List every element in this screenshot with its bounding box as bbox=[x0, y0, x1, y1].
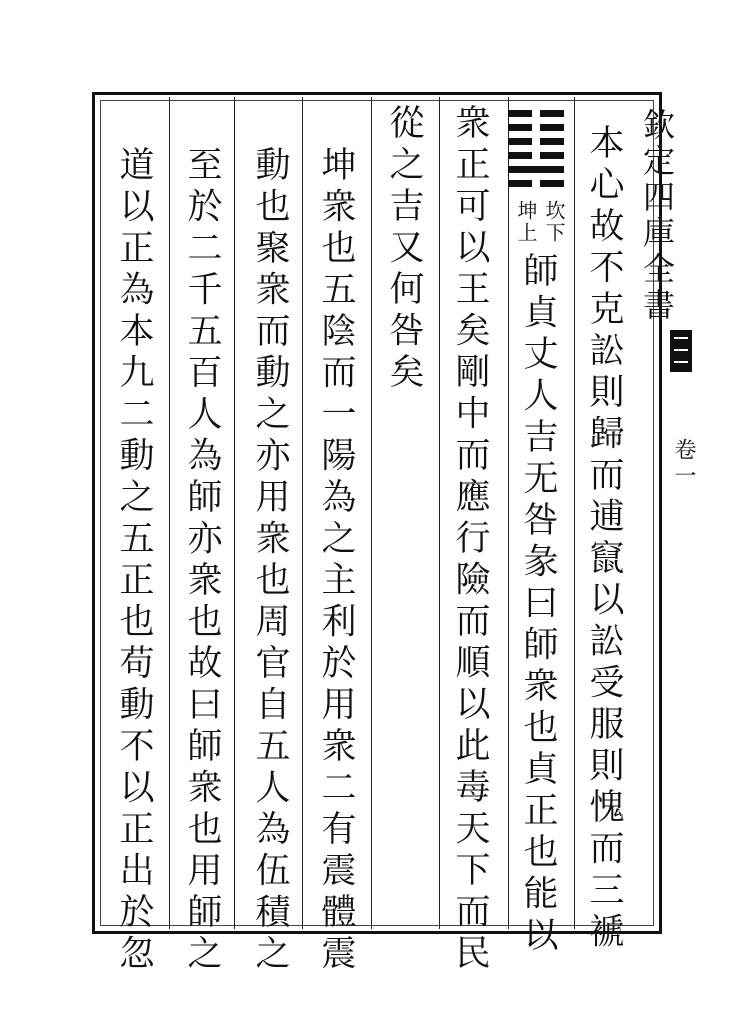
book-title: 欽定四庫全書 bbox=[638, 108, 676, 324]
text-column-2: 師貞丈人吉无咎彖曰師衆也貞正也能以 bbox=[518, 252, 558, 958]
column-rule bbox=[234, 97, 235, 929]
fish-tail-mark-icon bbox=[668, 328, 694, 374]
column-rule bbox=[439, 97, 440, 929]
text-column-7: 至於二千五百人為師亦衆也故曰師衆也用師之 bbox=[182, 146, 222, 976]
column-rule bbox=[302, 97, 303, 929]
text-column-3: 衆正可以王矣剛中而應行險而順以此毒天下而民 bbox=[450, 104, 490, 976]
page-frame bbox=[92, 92, 662, 934]
column-rule bbox=[508, 97, 509, 929]
column-rule bbox=[169, 97, 170, 929]
text-column-1: 本心故不克訟則歸而逋竄以訟受服則愧而三褫 bbox=[584, 124, 624, 954]
juan-label: 卷一 bbox=[671, 438, 696, 490]
hexagram-shi-icon bbox=[508, 110, 564, 194]
trigram-upper-label: 坤上 bbox=[514, 200, 538, 244]
column-rule bbox=[574, 97, 575, 929]
text-column-5: 坤衆也五陰而一陽為之主利於用衆二有震體震 bbox=[316, 146, 356, 976]
text-column-8: 道以正為本九二動之五正也苟動不以正出於忽 bbox=[114, 146, 154, 976]
text-column-4: 從之吉又何咎矣 bbox=[384, 104, 424, 395]
text-column-6: 動也聚衆而動之亦用衆也周官自五人為伍積之 bbox=[250, 146, 290, 976]
trigram-lower-label: 坎下 bbox=[542, 200, 566, 244]
column-rule bbox=[371, 97, 372, 929]
